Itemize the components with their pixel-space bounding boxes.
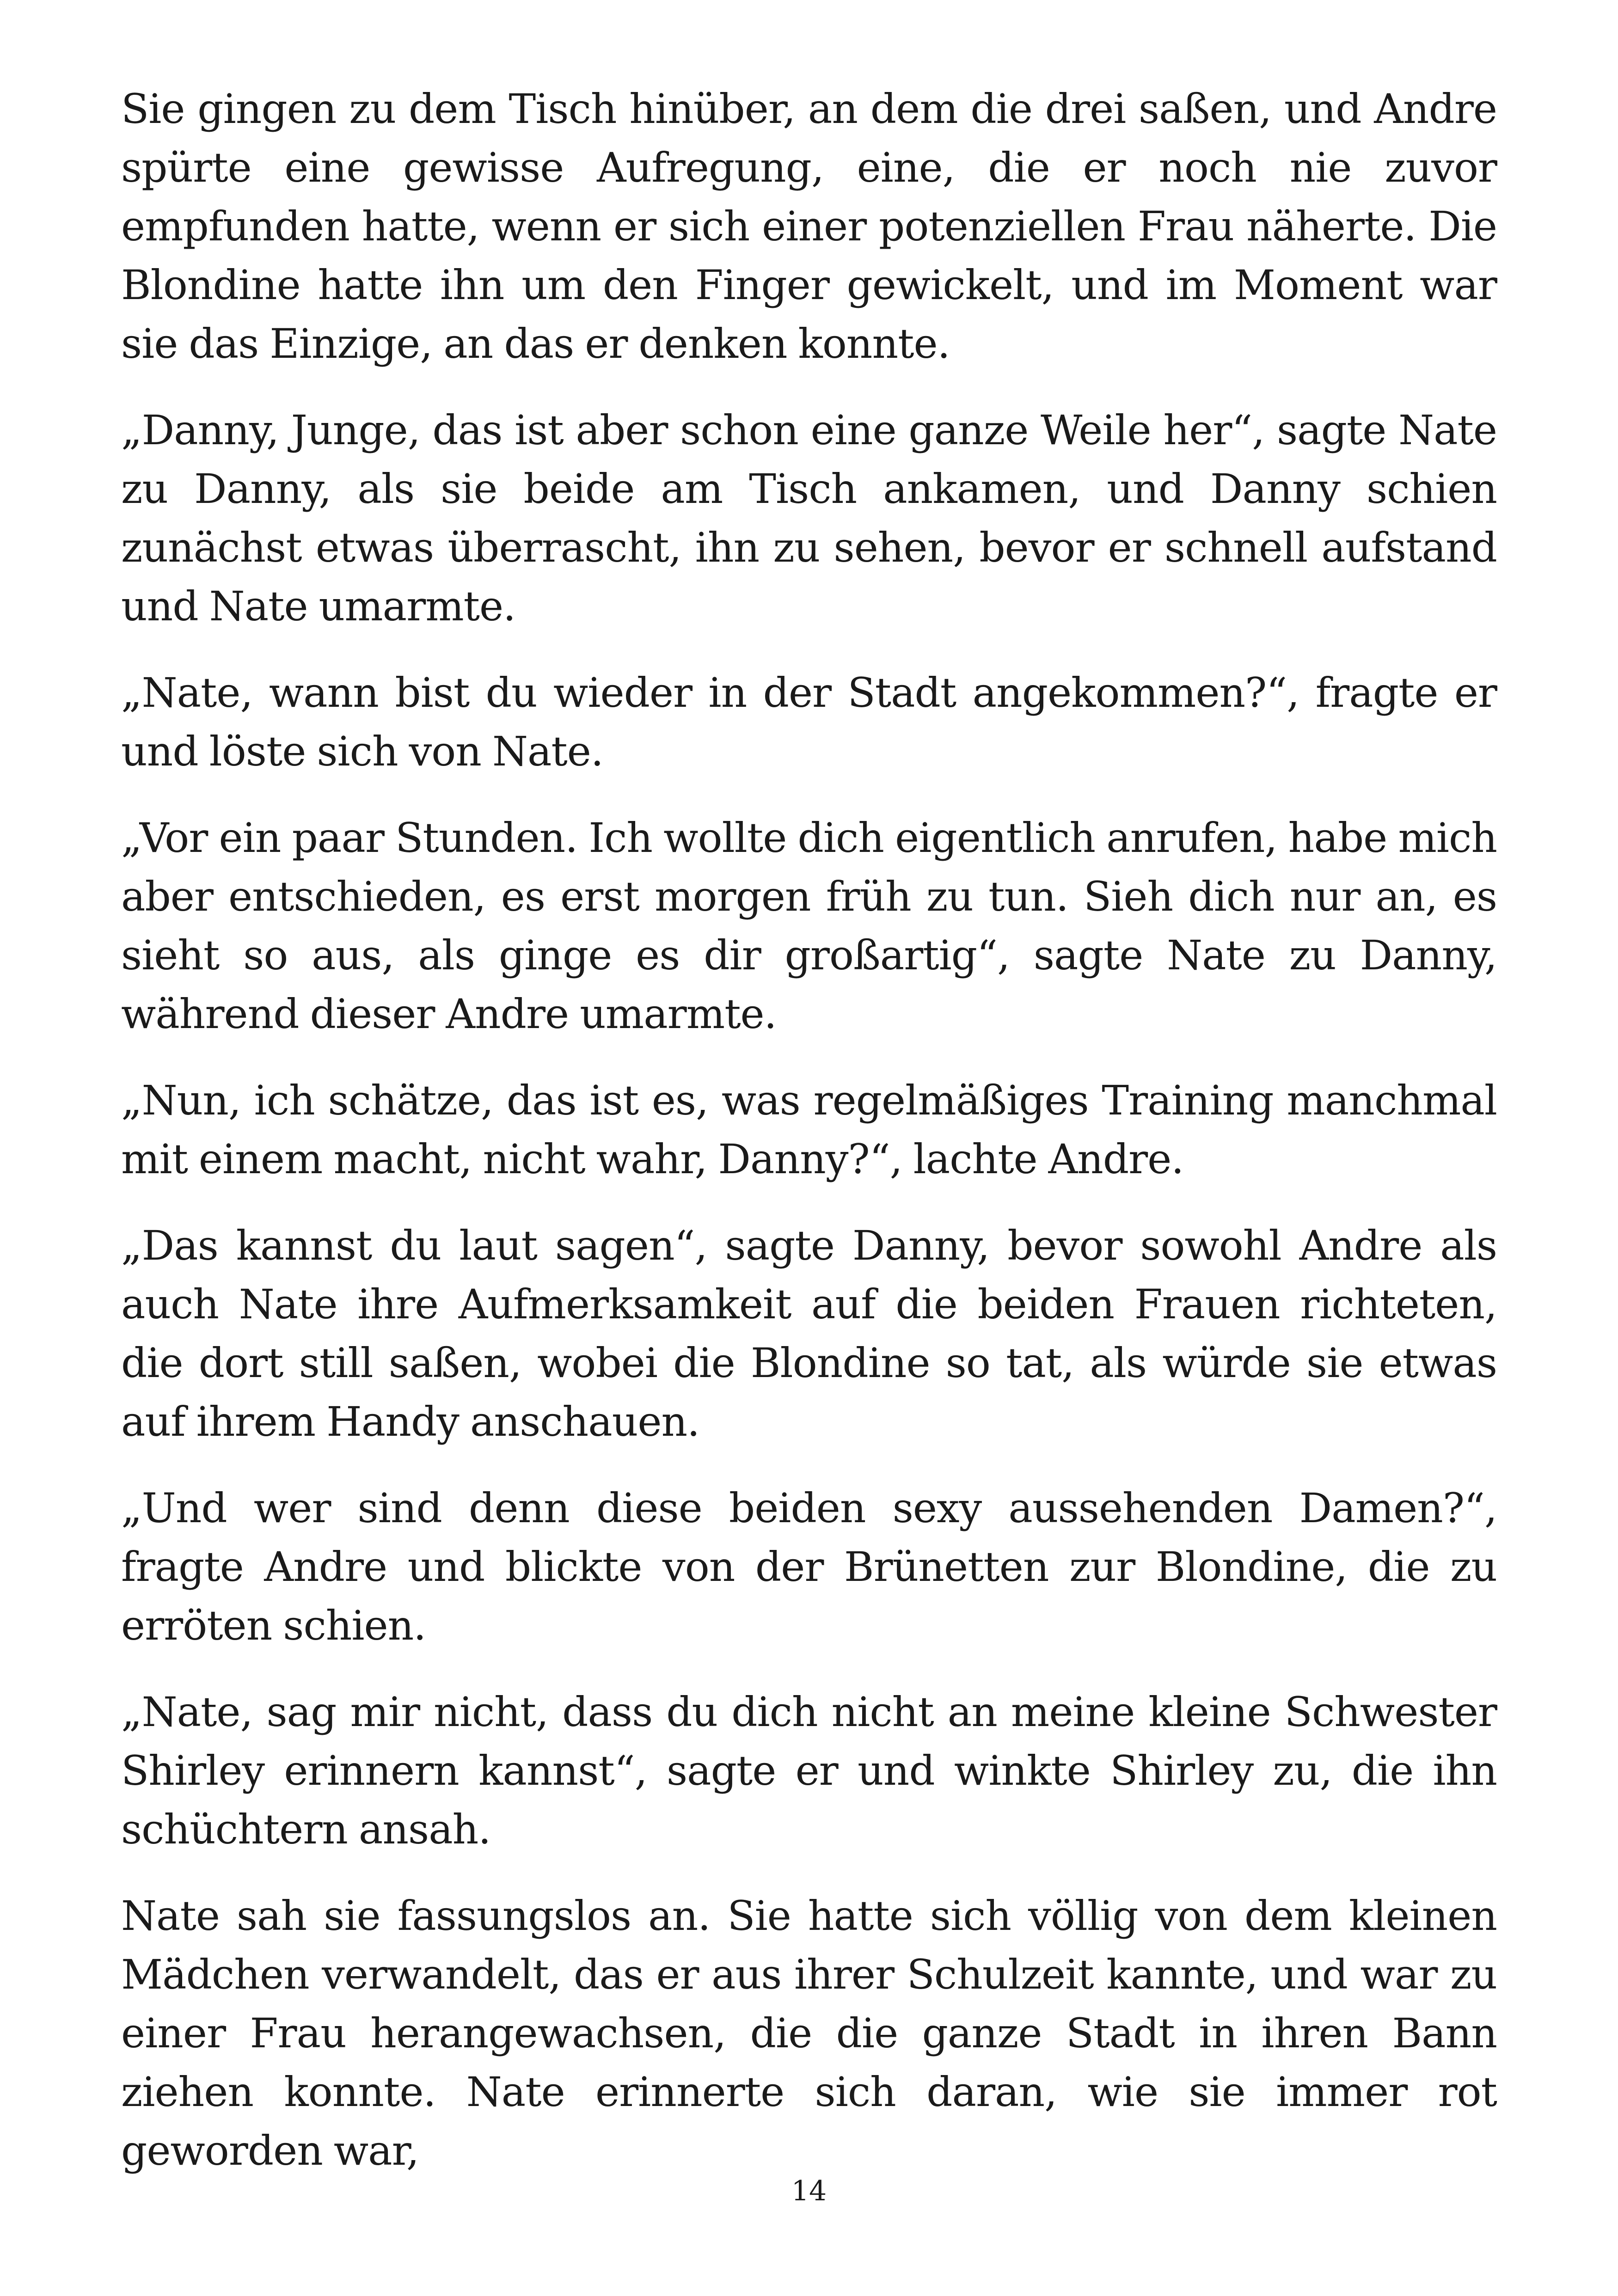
paragraph-5: „Nun, ich schätze, das ist es, was regelmäßiges Training manchmal mit einem macht, nicht wahr, Danny?“, lachte Andre. — [121, 1077, 1497, 1183]
paragraph-7: „Und wer sind denn diese beiden sexy aussehenden Damen?“, fragte Andre und blickte von der Brünetten zur Blondine, die zu erröten schien. — [121, 1484, 1497, 1649]
paragraph-9: Nate sah sie fassungslos an. Sie hatte sich völlig von dem kleinen Mädchen verwandelt, das er aus ihrer Schulzeit kannte, und war zu einer Frau herangewachsen, die die ganze Stadt in ihren Bann ziehen konnte. Nate erinnerte sich daran, wie sie immer rot geworden war, — [121, 1892, 1497, 2174]
paragraph-3: „Nate, wann bist du wieder in der Stadt angekommen?“, fragte er und löste sich von Nate. — [121, 669, 1497, 775]
paragraph-1: Sie gingen zu dem Tisch hinüber, an dem die drei saßen, und Andre spürte eine gewisse Aufregung, eine, die er noch nie zuvor empfunden hatte, wenn er sich einer potenziellen Frau näherte. Die Blondine hatte ihn um den Finger gewickelt, und im Moment war sie das Einzige, an das er denken konnte. — [121, 85, 1497, 367]
paragraph-6: „Das kannst du laut sagen“, sagte Danny, bevor sowohl Andre als auch Nate ihre Aufmerksamkeit auf die beiden Frauen richteten, die dort still saßen, wobei die Blondine so tat, als würde sie etwas auf ihrem Handy anschauen. — [121, 1222, 1497, 1445]
page-number: 14 — [791, 2175, 827, 2207]
paragraph-8: „Nate, sag mir nicht, dass du dich nicht an meine kleine Schwester Shirley erinnern kannst“, sagte er und winkte Shirley zu, die ihn schüchtern ansah. — [121, 1688, 1497, 1853]
page-body-text — [121, 80, 1497, 2208]
paragraph-4: „Vor ein paar Stunden. Ich wollte dich eigentlich anrufen, habe mich aber entschieden, es erst morgen früh zu tun. Sieh dich nur an, es sieht so aus, als ginge es dir großartig“, sagte Nate zu Danny, während dieser Andre umarmte. — [121, 814, 1497, 1038]
paragraph-2: „Danny, Junge, das ist aber schon eine ganze Weile her“, sagte Nate zu Danny, als sie beide am Tisch ankamen, und Danny schien zunächst etwas überrascht, ihn zu sehen, bevor er schnell aufstand und Nate umarmte. — [121, 406, 1497, 630]
